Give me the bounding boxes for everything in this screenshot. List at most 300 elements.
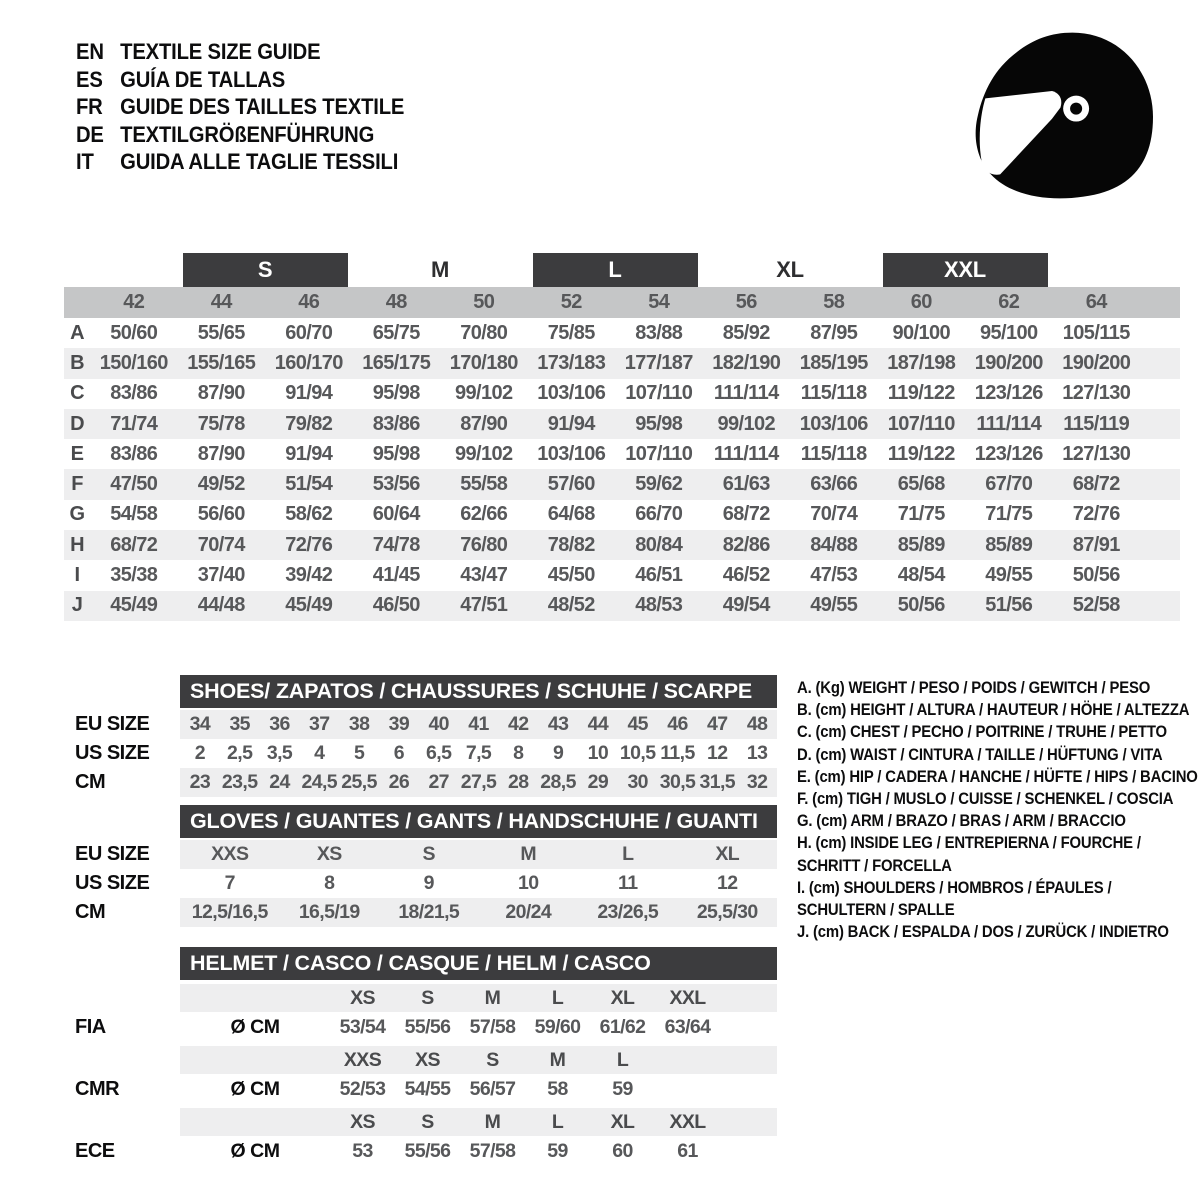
size-value: 5	[353, 742, 365, 764]
sub-row	[75, 840, 777, 869]
measurement-value: 52/58	[1072, 594, 1120, 617]
helmet-size-row-ece	[75, 1108, 777, 1136]
measurement-value: 71/75	[897, 503, 945, 526]
row-label: B	[70, 351, 84, 374]
language-row	[76, 38, 508, 66]
size-value: 40	[428, 713, 449, 735]
measurement-value: 83/88	[635, 321, 683, 344]
size-value: 32	[746, 771, 768, 793]
legend-item: I. (cm) SHOULDERS / HOMBROS / ÉPAULES / SCHULTERN / SPALLE	[797, 877, 1112, 920]
helmet-value: 54/55	[404, 1077, 451, 1100]
standard-label: CMR	[75, 1077, 120, 1100]
measurement-value: 95/98	[372, 382, 420, 405]
size-group-xl: XL	[776, 256, 804, 282]
helmet-size: M	[549, 1048, 566, 1071]
size-number: 50	[473, 291, 495, 313]
row-label: I	[74, 564, 80, 587]
shoes-title-bar: SHOES/ ZAPATOS / CHAUSSURES / SCHUHE / SCARPE	[180, 675, 777, 708]
size-value: 27	[428, 771, 449, 793]
measurement-value: 115/118	[800, 442, 867, 465]
measurement-value: 46/52	[722, 564, 770, 587]
measurement-value: 111/114	[713, 442, 779, 465]
measurement-row-i	[64, 560, 1180, 590]
measurement-value: 85/89	[985, 533, 1033, 556]
gloves-rows	[75, 840, 777, 927]
measurement-value: 107/110	[625, 442, 693, 465]
measurement-row-j	[64, 591, 1180, 621]
measurement-value: 55/65	[197, 321, 245, 344]
value-cells	[180, 768, 777, 797]
helmet-size: XS	[415, 1048, 440, 1071]
helmet-value: 61/62	[599, 1015, 646, 1038]
helmet-size: XXS	[343, 1048, 382, 1071]
helmet-value: 59	[612, 1077, 633, 1100]
measurement-value: 45/50	[547, 564, 595, 587]
measurement-value: 44/48	[197, 594, 245, 617]
size-value: 23,5	[221, 771, 258, 793]
row-label: A	[70, 321, 84, 344]
helmet-size: S	[421, 986, 434, 1009]
size-value: S	[422, 843, 435, 865]
sub-row	[75, 898, 777, 927]
size-group-m: M	[430, 256, 450, 282]
language-row	[76, 66, 508, 94]
measurement-value: 68/72	[110, 533, 158, 556]
row-label: CM	[75, 771, 106, 793]
shoes-size-table	[75, 675, 777, 797]
gloves-size-table	[75, 805, 777, 927]
size-value: 11,5	[660, 742, 695, 764]
helmet-value-row-fia	[75, 1012, 777, 1042]
measurement-value: 49/54	[722, 594, 770, 617]
measurement-value: 51/56	[985, 594, 1033, 617]
helmet-size: M	[484, 986, 501, 1009]
measurement-row-d	[64, 409, 1180, 439]
size-number: 46	[298, 291, 320, 313]
measurement-value: 187/198	[887, 351, 956, 374]
measurement-value: 105/115	[1062, 321, 1130, 344]
helmet-value: 55/56	[404, 1015, 451, 1038]
size-value: 25,5/30	[696, 901, 758, 923]
measurement-value: 127/130	[1062, 382, 1131, 405]
measurement-value: 85/89	[897, 533, 945, 556]
size-cells	[180, 1046, 777, 1074]
diameter-unit: Ø CM	[230, 1015, 280, 1038]
measurement-value: 66/70	[635, 503, 683, 526]
measurement-value: 60/64	[372, 503, 420, 526]
measurement-row-g	[64, 500, 1180, 530]
row-label: H	[70, 533, 84, 556]
visor-pivot-inner	[1070, 103, 1082, 115]
size-value: 9	[552, 742, 564, 764]
language-row	[76, 121, 508, 149]
legend-item: D. (cm) WAIST / CINTURA / TAILLE / HÜFTUNG / VITA	[797, 744, 1163, 764]
measurement-value: 83/86	[110, 382, 158, 405]
size-value: 8	[513, 742, 524, 764]
size-value: 3,5	[266, 742, 293, 764]
measurement-value: 63/66	[810, 473, 858, 496]
measurement-value: 79/82	[285, 412, 333, 435]
measurement-value: 84/88	[810, 533, 858, 556]
size-number: 54	[648, 291, 670, 313]
empty-label	[75, 984, 180, 1012]
helmet-value: 63/64	[664, 1015, 711, 1038]
measurement-value: 173/183	[537, 351, 606, 374]
size-value: 10	[587, 742, 609, 764]
size-value: M	[520, 843, 537, 865]
legend-item: G. (cm) ARM / BRAZO / BRAS / ARM / BRACCIO	[797, 811, 1126, 831]
language-title-list	[76, 38, 508, 176]
measurement-value: 90/100	[892, 321, 951, 344]
measurement-value: 45/49	[285, 594, 333, 617]
row-label: J	[71, 594, 83, 617]
size-value: 30	[627, 771, 648, 793]
size-value: 34	[189, 713, 211, 735]
helmet-size: XXL	[669, 986, 706, 1009]
size-value: 12	[707, 742, 728, 764]
measurement-value: 47/53	[810, 564, 858, 587]
measurement-value: 123/126	[974, 382, 1043, 405]
size-value: 26	[388, 771, 410, 793]
size-value: L	[622, 843, 634, 865]
measurement-value: 74/78	[372, 533, 420, 556]
helmet-size: XXL	[669, 1110, 706, 1133]
measurement-value: 91/94	[285, 442, 333, 465]
measurement-value: 48/53	[635, 594, 683, 617]
size-value: XL	[715, 843, 740, 865]
sub-row	[75, 869, 777, 898]
size-value: 18/21,5	[398, 901, 460, 923]
row-label: D	[70, 412, 84, 435]
helmet-rows	[75, 984, 777, 1166]
size-value: 44	[587, 713, 609, 735]
size-value: 8	[324, 872, 335, 894]
size-value: 2,5	[227, 742, 253, 764]
measurement-value: 37/40	[197, 564, 245, 587]
measurement-value: 35/38	[110, 564, 158, 587]
measurement-value: 47/51	[460, 594, 508, 617]
textile-size-table	[64, 251, 1180, 621]
size-number: 58	[823, 291, 845, 313]
size-value: 12,5/16,5	[191, 901, 268, 923]
size-value: 16,5/19	[298, 901, 360, 923]
size-number: 52	[560, 291, 582, 313]
value-cells	[180, 710, 777, 739]
size-value: 23	[189, 771, 211, 793]
helmet-size: XL	[610, 986, 635, 1009]
size-value: 2	[194, 742, 206, 764]
size-value: 7,5	[465, 742, 492, 764]
measurement-value: 107/110	[625, 382, 693, 405]
racing-helmet-icon	[972, 28, 1158, 204]
measurement-value: 71/74	[110, 412, 158, 435]
measurement-rows	[64, 318, 1180, 621]
standard-label: ECE	[75, 1139, 115, 1162]
measurement-value: 103/106	[799, 412, 868, 435]
legend-item: E. (cm) HIP / CADERA / HANCHE / HÜFTE / HIPS / BACINO	[797, 766, 1198, 786]
size-number: 64	[1085, 291, 1107, 313]
measurement-value: 53/56	[372, 473, 420, 496]
measurement-value: 91/94	[285, 382, 333, 405]
language-title: TEXTILGRÖßENFÜHRUNG	[120, 121, 375, 147]
helmet-value-row-ece	[75, 1136, 777, 1166]
diameter-unit: Ø CM	[230, 1077, 280, 1100]
measurement-value: 85/92	[722, 321, 770, 344]
row-label: F	[71, 473, 83, 496]
measurement-value: 155/165	[187, 351, 256, 374]
measurement-value: 87/90	[197, 382, 245, 405]
helmet-value: 58	[547, 1077, 568, 1100]
measurement-value: 83/86	[110, 442, 158, 465]
language-title: TEXTILE SIZE GUIDE	[120, 39, 321, 64]
measurement-row-c	[64, 379, 1180, 409]
measurement-value: 46/50	[372, 594, 420, 617]
size-cells	[180, 984, 777, 1012]
language-title: GUIDA ALLE TAGLIE TESSILI	[120, 149, 399, 175]
measurement-value: 107/110	[887, 412, 955, 435]
value-cells	[180, 739, 777, 768]
measurement-value: 185/195	[799, 351, 868, 374]
measurement-value: 45/49	[110, 594, 158, 617]
row-label: E	[70, 442, 84, 465]
size-value: 31,5	[699, 771, 736, 793]
size-value: 24,5	[301, 771, 338, 793]
measurement-value: 95/98	[635, 412, 683, 435]
measurement-value: 75/78	[197, 412, 245, 435]
legend-item: A. (Kg) WEIGHT / PESO / POIDS / GEWITCH / PESO	[797, 678, 1151, 697]
measurement-value: 39/42	[285, 564, 333, 587]
helmet-size-table	[75, 947, 777, 1166]
measurement-value: 150/160	[99, 351, 168, 374]
language-title: GUÍA DE TALLAS	[120, 66, 286, 92]
value-cells	[180, 869, 777, 898]
measurement-value: 87/90	[197, 442, 245, 465]
helmet-value: 61	[677, 1139, 698, 1162]
measurement-value: 58/62	[285, 503, 333, 526]
measurement-legend	[797, 677, 1200, 943]
measurement-value: 67/70	[985, 473, 1033, 496]
measurement-value: 119/122	[887, 382, 955, 405]
size-number: 60	[910, 291, 932, 313]
measurement-value: 127/130	[1062, 442, 1131, 465]
measurement-value: 57/60	[547, 473, 595, 496]
size-value: 36	[269, 713, 290, 735]
measurement-value: 60/70	[285, 321, 333, 344]
measurement-value: 78/82	[547, 533, 595, 556]
size-value: 45	[627, 713, 648, 735]
row-label: EU SIZE	[75, 843, 150, 865]
size-value: 38	[348, 713, 370, 735]
row-label: G	[69, 503, 85, 526]
empty-label	[75, 1046, 180, 1074]
measurement-value: 47/50	[110, 473, 158, 496]
size-value: 13	[746, 742, 768, 764]
measurement-value: 190/200	[1062, 351, 1131, 374]
helmet-title-bar: HELMET / CASCO / CASQUE / HELM / CASCO	[180, 947, 777, 980]
measurement-value: 95/100	[979, 321, 1038, 344]
size-number: 56	[735, 291, 757, 313]
measurement-value: 48/54	[897, 564, 945, 587]
helmet-size: S	[486, 1048, 499, 1071]
measurement-value: 165/175	[362, 351, 431, 374]
language-row	[76, 93, 508, 121]
measurement-row-h	[64, 530, 1180, 560]
value-cells	[180, 1136, 777, 1166]
helmet-size: L	[551, 986, 564, 1009]
measurement-value: 83/86	[372, 412, 420, 435]
size-value: 23/26,5	[597, 901, 659, 923]
measurement-value: 48/52	[547, 594, 595, 617]
helmet-value: 55/56	[404, 1139, 451, 1162]
measurement-value: 115/118	[800, 382, 867, 405]
measurement-value: 64/68	[547, 503, 595, 526]
size-value: 27,5	[460, 771, 497, 793]
helmet-value: 57/58	[469, 1139, 516, 1162]
measurement-value: 70/80	[460, 321, 508, 344]
legend-item: B. (cm) HEIGHT / ALTURA / HAUTEUR / HÖHE / ALTEZZA	[797, 700, 1190, 720]
size-cells	[180, 1108, 777, 1136]
measurement-value: 76/80	[460, 533, 508, 556]
measurement-value: 61/63	[722, 473, 770, 496]
measurement-value: 43/47	[460, 564, 508, 587]
measurement-value: 119/122	[887, 442, 955, 465]
language-code: IT	[76, 149, 94, 175]
helmet-value: 59	[547, 1139, 568, 1162]
helmet-size-row-fia	[75, 984, 777, 1012]
sub-row	[75, 768, 777, 797]
size-value: XS	[316, 843, 342, 865]
measurement-value: 65/75	[372, 321, 420, 344]
size-value: 20/24	[505, 901, 552, 923]
measurement-value: 182/190	[712, 351, 781, 374]
helmet-value: 59/60	[534, 1015, 581, 1038]
measurement-value: 50/56	[897, 594, 945, 617]
size-value: 10	[518, 872, 539, 894]
size-value: 24	[269, 771, 290, 793]
measurement-value: 49/55	[810, 594, 858, 617]
language-code: EN	[76, 39, 104, 64]
measurement-value: 91/94	[547, 412, 595, 435]
size-value: 39	[388, 713, 410, 735]
measurement-value: 99/102	[717, 412, 776, 435]
measurement-value: 115/119	[1063, 412, 1130, 435]
measurement-value: 123/126	[974, 442, 1043, 465]
language-title: GUIDE DES TAILLES TEXTILE	[120, 94, 405, 120]
measurement-value: 177/187	[624, 351, 693, 374]
measurement-value: 72/76	[285, 533, 333, 556]
sub-row	[75, 739, 777, 768]
measurement-value: 49/52	[197, 473, 245, 496]
gloves-title-bar: GLOVES / GUANTES / GANTS / HANDSCHUHE / GUANTI	[180, 805, 777, 838]
empty-label	[75, 1108, 180, 1136]
measurement-value: 87/91	[1072, 533, 1120, 556]
size-value: 41	[468, 713, 489, 735]
measurement-value: 68/72	[722, 503, 770, 526]
language-code: ES	[76, 66, 103, 92]
measurement-value: 70/74	[810, 503, 858, 526]
measurement-value: 170/180	[449, 351, 518, 374]
measurement-value: 95/98	[372, 442, 420, 465]
helmet-size: M	[484, 1110, 501, 1133]
row-label: CM	[75, 901, 106, 923]
helmet-size: L	[551, 1110, 564, 1133]
measurement-value: 59/62	[635, 473, 683, 496]
size-value: 9	[423, 872, 434, 894]
size-group-xxl: XXL	[883, 253, 1048, 287]
measurement-value: 103/106	[537, 442, 606, 465]
measurement-value: 82/86	[722, 533, 770, 556]
size-value: 25,5	[341, 771, 377, 793]
size-value: 48	[746, 713, 768, 735]
measurement-value: 190/200	[974, 351, 1043, 374]
size-value: 12	[717, 872, 738, 894]
row-label: EU SIZE	[75, 713, 150, 735]
measurement-value: 54/58	[110, 503, 158, 526]
size-number-header-row	[64, 287, 1180, 318]
legend-item: F. (cm) TIGH / MUSLO / CUISSE / SCHENKEL / COSCIA	[797, 789, 1174, 809]
legend-item: H. (cm) INSIDE LEG / ENTREPIERNA / FOURCHE / SCHRITT / FORCELLA	[797, 833, 1141, 875]
diameter-unit: Ø CM	[230, 1139, 280, 1162]
language-row	[76, 148, 508, 176]
measurement-value: 72/76	[1072, 503, 1120, 526]
size-number: 48	[385, 291, 407, 313]
helmet-size-row-cmr	[75, 1046, 777, 1074]
measurement-value: 70/74	[197, 533, 245, 556]
measurement-value: 50/56	[1072, 564, 1120, 587]
helmet-value: 57/58	[469, 1015, 516, 1038]
legend-item: J. (cm) BACK / ESPALDA / DOS / ZURÜCK / INDIETRO	[797, 922, 1169, 942]
measurement-value: 80/84	[635, 533, 683, 556]
measurement-row-e	[64, 439, 1180, 469]
size-value: 6,5	[426, 742, 452, 764]
measurement-value: 62/66	[460, 503, 508, 526]
helmet-size: XS	[350, 986, 375, 1009]
row-label: US SIZE	[75, 742, 150, 764]
size-value: 4	[314, 742, 325, 764]
size-value: 7	[224, 872, 235, 894]
sub-row	[75, 710, 777, 739]
size-value: 47	[707, 713, 728, 735]
size-value: 10,5	[619, 742, 656, 764]
size-value: 6	[393, 742, 405, 764]
helmet-value-row-cmr	[75, 1074, 777, 1104]
measurement-value: 99/102	[454, 382, 513, 405]
measurement-value: 71/75	[985, 503, 1033, 526]
size-number: 44	[210, 291, 232, 313]
standard-label: FIA	[75, 1015, 106, 1038]
value-cells	[180, 1012, 777, 1042]
language-code: FR	[76, 94, 103, 120]
row-label: US SIZE	[75, 872, 150, 894]
measurement-value: 50/60	[110, 321, 158, 344]
helmet-value: 52/53	[339, 1077, 386, 1100]
helmet-value: 53/54	[339, 1015, 386, 1038]
size-group-l: L	[533, 253, 698, 287]
size-value: 29	[587, 771, 609, 793]
measurement-value: 75/85	[547, 321, 595, 344]
value-cells	[180, 840, 777, 869]
size-value: 37	[309, 713, 330, 735]
measurement-value: 55/58	[460, 473, 508, 496]
value-cells	[180, 1074, 777, 1104]
measurement-value: 87/95	[810, 321, 858, 344]
size-group-s: S	[183, 253, 348, 287]
size-value: 43	[547, 713, 569, 735]
size-value: 46	[667, 713, 688, 735]
size-number: 42	[123, 291, 145, 313]
size-number: 62	[998, 291, 1020, 313]
measurement-value: 56/60	[197, 503, 245, 526]
